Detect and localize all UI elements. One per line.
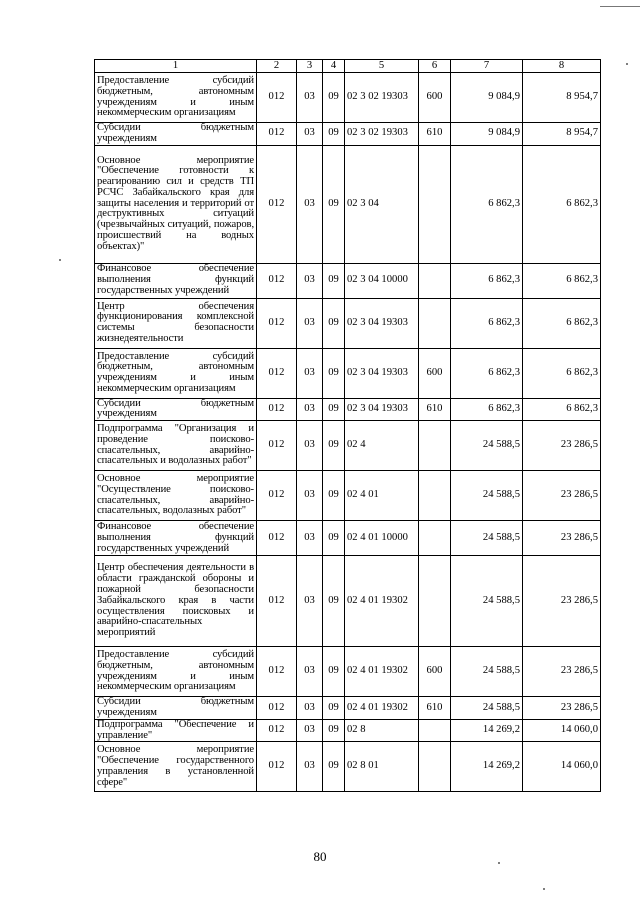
- row-name-cell: Предоставление субсидий бюджетным, автономным учреждениям и иным некоммерческим организациям: [95, 647, 257, 697]
- subsection-code-cell: 09: [323, 398, 345, 421]
- expense-type-cell: [419, 742, 451, 792]
- grbs-code-cell: 012: [257, 263, 297, 298]
- subsection-code-cell: 09: [323, 742, 345, 792]
- grbs-code-cell: 012: [257, 73, 297, 123]
- amount-col8-cell: 23 286,5: [523, 697, 601, 720]
- amount-col7-cell: 9 084,9: [451, 123, 523, 146]
- row-name-cell: Центр обеспечения деятельности в области гражданской обороны и пожарной безопасности Забайкальского края в части осуществления поисковых и аварийно-спасательных мероприятий: [95, 556, 257, 647]
- target-article-cell: 02 4 01 19302: [345, 697, 419, 720]
- grbs-code-cell: 012: [257, 398, 297, 421]
- table-row: [95, 647, 601, 697]
- row-name-cell: Субсидии бюджетным учреждениям: [95, 398, 257, 421]
- amount-col7-cell: 6 862,3: [451, 263, 523, 298]
- amount-col7-cell: 6 862,3: [451, 298, 523, 348]
- grbs-code-cell: 012: [257, 697, 297, 720]
- target-article-cell: 02 3 02 19303: [345, 73, 419, 123]
- table-row: [95, 398, 601, 421]
- target-article-cell: 02 3 04 19303: [345, 298, 419, 348]
- subsection-code-cell: 09: [323, 348, 345, 398]
- subsection-code-cell: 09: [323, 421, 345, 471]
- table-row: [95, 298, 601, 348]
- target-article-cell: 02 4 01 19302: [345, 647, 419, 697]
- header-cell: 1: [95, 60, 257, 73]
- page-number: 80: [313, 849, 327, 864]
- row-name-cell: Финансовое обеспечение выполнения функций государственных учреждений: [95, 521, 257, 556]
- grbs-code-cell: 012: [257, 145, 297, 263]
- subsection-code-cell: 09: [323, 471, 345, 521]
- expense-type-cell: [419, 298, 451, 348]
- amount-col7-cell: 24 588,5: [451, 421, 523, 471]
- target-article-cell: 02 4 01 10000: [345, 521, 419, 556]
- subsection-code-cell: 09: [323, 521, 345, 556]
- scan-speck: [498, 862, 500, 864]
- target-article-cell: 02 3 04: [345, 145, 419, 263]
- section-code-cell: 03: [297, 298, 323, 348]
- top-rule: [600, 6, 640, 7]
- amount-col8-cell: 6 862,3: [523, 263, 601, 298]
- amount-col8-cell: 23 286,5: [523, 421, 601, 471]
- target-article-cell: 02 3 02 19303: [345, 123, 419, 146]
- grbs-code-cell: 012: [257, 298, 297, 348]
- expense-type-cell: 610: [419, 398, 451, 421]
- expense-type-cell: [419, 556, 451, 647]
- amount-col7-cell: 6 862,3: [451, 348, 523, 398]
- amount-col7-cell: 24 588,5: [451, 697, 523, 720]
- amount-col8-cell: 8 954,7: [523, 123, 601, 146]
- section-code-cell: 03: [297, 556, 323, 647]
- amount-col8-cell: 14 060,0: [523, 742, 601, 792]
- row-name-cell: Субсидии бюджетным учреждениям: [95, 123, 257, 146]
- table-row: [95, 521, 601, 556]
- section-code-cell: 03: [297, 73, 323, 123]
- budget-table: [94, 59, 601, 792]
- section-code-cell: 03: [297, 263, 323, 298]
- amount-col8-cell: 23 286,5: [523, 471, 601, 521]
- subsection-code-cell: 09: [323, 263, 345, 298]
- header-cell: 3: [297, 60, 323, 73]
- expense-type-cell: [419, 719, 451, 742]
- expense-type-cell: [419, 421, 451, 471]
- grbs-code-cell: 012: [257, 471, 297, 521]
- amount-col8-cell: 14 060,0: [523, 719, 601, 742]
- amount-col8-cell: 8 954,7: [523, 73, 601, 123]
- table-row: [95, 145, 601, 263]
- target-article-cell: 02 3 04 10000: [345, 263, 419, 298]
- grbs-code-cell: 012: [257, 742, 297, 792]
- section-code-cell: 03: [297, 742, 323, 792]
- amount-col7-cell: 9 084,9: [451, 73, 523, 123]
- target-article-cell: 02 4: [345, 421, 419, 471]
- subsection-code-cell: 09: [323, 697, 345, 720]
- subsection-code-cell: 09: [323, 298, 345, 348]
- amount-col7-cell: 24 588,5: [451, 647, 523, 697]
- table-row: [95, 556, 601, 647]
- header-cell: 8: [523, 60, 601, 73]
- section-code-cell: 03: [297, 697, 323, 720]
- section-code-cell: 03: [297, 123, 323, 146]
- grbs-code-cell: 012: [257, 421, 297, 471]
- expense-type-cell: [419, 145, 451, 263]
- row-name-cell: Предоставление субсидий бюджетным, автономным учреждениям и иным некоммерческим организациям: [95, 348, 257, 398]
- target-article-cell: 02 3 04 19303: [345, 398, 419, 421]
- grbs-code-cell: 012: [257, 719, 297, 742]
- row-name-cell: Основное мероприятие "Осуществление поисково-спасательных, аварийно-спасательных, водолазных работ": [95, 471, 257, 521]
- amount-col7-cell: 14 269,2: [451, 742, 523, 792]
- expense-type-cell: 610: [419, 123, 451, 146]
- scan-speck: [543, 888, 545, 890]
- header-cell: 5: [345, 60, 419, 73]
- target-article-cell: 02 8 01: [345, 742, 419, 792]
- section-code-cell: 03: [297, 521, 323, 556]
- table-row: [95, 742, 601, 792]
- row-name-cell: Основное мероприятие "Обеспечение государственного управления в установленной сфере": [95, 742, 257, 792]
- header-cell: 6: [419, 60, 451, 73]
- expense-type-cell: 600: [419, 647, 451, 697]
- subsection-code-cell: 09: [323, 719, 345, 742]
- target-article-cell: 02 3 04 19303: [345, 348, 419, 398]
- row-name-cell: Предоставление субсидий бюджетным, автономным учреждениям и иным некоммерческим организациям: [95, 73, 257, 123]
- scan-speck: [626, 63, 628, 65]
- expense-type-cell: [419, 263, 451, 298]
- header-cell: 2: [257, 60, 297, 73]
- subsection-code-cell: 09: [323, 647, 345, 697]
- grbs-code-cell: 012: [257, 348, 297, 398]
- amount-col8-cell: 6 862,3: [523, 145, 601, 263]
- expense-type-cell: [419, 521, 451, 556]
- target-article-cell: 02 8: [345, 719, 419, 742]
- section-code-cell: 03: [297, 647, 323, 697]
- amount-col7-cell: 14 269,2: [451, 719, 523, 742]
- table-row: [95, 123, 601, 146]
- target-article-cell: 02 4 01 19302: [345, 556, 419, 647]
- section-code-cell: 03: [297, 398, 323, 421]
- row-name-cell: Подпрограмма "Обеспечение и управление": [95, 719, 257, 742]
- header-row: [95, 60, 601, 73]
- grbs-code-cell: 012: [257, 123, 297, 146]
- table-row: [95, 263, 601, 298]
- table-row: [95, 719, 601, 742]
- amount-col8-cell: 23 286,5: [523, 556, 601, 647]
- amount-col8-cell: 23 286,5: [523, 521, 601, 556]
- amount-col7-cell: 24 588,5: [451, 521, 523, 556]
- amount-col8-cell: 6 862,3: [523, 348, 601, 398]
- header-cell: 4: [323, 60, 345, 73]
- amount-col7-cell: 24 588,5: [451, 471, 523, 521]
- section-code-cell: 03: [297, 471, 323, 521]
- row-name-cell: Субсидии бюджетным учреждениям: [95, 697, 257, 720]
- amount-col7-cell: 6 862,3: [451, 145, 523, 263]
- table-row: [95, 421, 601, 471]
- section-code-cell: 03: [297, 719, 323, 742]
- subsection-code-cell: 09: [323, 73, 345, 123]
- expense-type-cell: 610: [419, 697, 451, 720]
- grbs-code-cell: 012: [257, 556, 297, 647]
- amount-col8-cell: 6 862,3: [523, 398, 601, 421]
- header-cell: 7: [451, 60, 523, 73]
- subsection-code-cell: 09: [323, 123, 345, 146]
- table-row: [95, 73, 601, 123]
- expense-type-cell: 600: [419, 73, 451, 123]
- table-row: [95, 471, 601, 521]
- table-row: [95, 348, 601, 398]
- scan-speck: [59, 259, 61, 261]
- row-name-cell: Основное мероприятие "Обеспечение готовности к реагированию сил и средств ТП РСЧС Забайкальского края для защиты населения и территорий от деструктивных ситуаций (чрезвычайных ситуаций, пожаров, происшествий на водных объектах)": [95, 145, 257, 263]
- grbs-code-cell: 012: [257, 521, 297, 556]
- amount-col8-cell: 23 286,5: [523, 647, 601, 697]
- amount-col7-cell: 6 862,3: [451, 398, 523, 421]
- section-code-cell: 03: [297, 421, 323, 471]
- subsection-code-cell: 09: [323, 556, 345, 647]
- expense-type-cell: 600: [419, 348, 451, 398]
- target-article-cell: 02 4 01: [345, 471, 419, 521]
- amount-col8-cell: 6 862,3: [523, 298, 601, 348]
- subsection-code-cell: 09: [323, 145, 345, 263]
- row-name-cell: Финансовое обеспечение выполнения функций государственных учреждений: [95, 263, 257, 298]
- expense-type-cell: [419, 471, 451, 521]
- section-code-cell: 03: [297, 348, 323, 398]
- amount-col7-cell: 24 588,5: [451, 556, 523, 647]
- table-row: [95, 697, 601, 720]
- section-code-cell: 03: [297, 145, 323, 263]
- grbs-code-cell: 012: [257, 647, 297, 697]
- row-name-cell: Центр обеспечения функционирования комплексной системы безопасности жизнедеятельности: [95, 298, 257, 348]
- row-name-cell: Подпрограмма "Организация и проведение поисково-спасательных, аварийно-спасательных и водолазных работ": [95, 421, 257, 471]
